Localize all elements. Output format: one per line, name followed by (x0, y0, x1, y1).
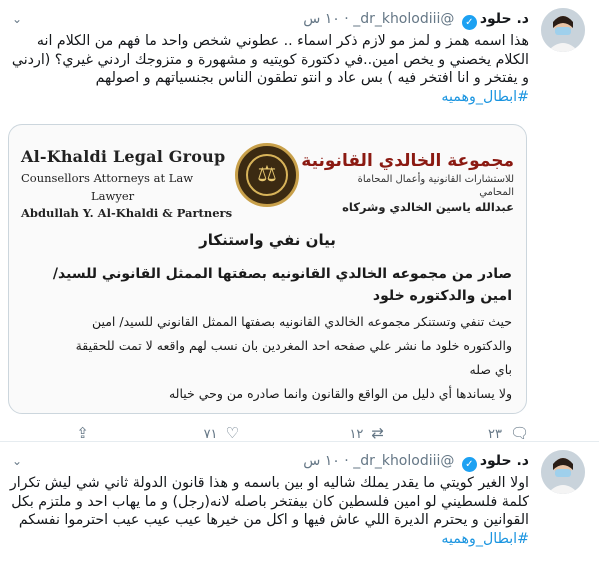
tweet-time[interactable]: · ١٠ س (303, 453, 349, 469)
verified-badge-icon: ✓ (462, 457, 477, 472)
reply-count: ٢٣ (487, 427, 502, 442)
tweet-body: هذا اسمه همز و لمز مو لازم ذكر اسماء .. عطوني شخص واحد ما فهم من الكلام انه الكلام يخصني و يخص امين..في دكتورة كويتيه و مشهورة و متزوجك اردني غيري؟ (اردني و يفتخر و انا افتخر فيه ) بس عاد و انتو تطقون الناس بجنسياتهم و اصولهم (11, 33, 529, 87)
avatar[interactable] (541, 450, 585, 494)
letterhead-ar-subtitle: للاستشارات القانونية وأعمال المحاماة (357, 174, 514, 185)
tweet-body: اولا الغير كويتي ما يقدر يملك شاليه او بين باسمه و هذا قانون الدولة ثاني شي ليش تكرار كلمة فلسطيني لو امين فلسطين كان بيفتخر باصله لانه(رجل) و ما يهاب احد و ملتزم بكل القوانين و يحترم الديرة اللي عاش فيها و اكل من خيرها عيب عيب عيب احترموا نفسكم (9, 475, 529, 529)
statement-line: حيث تنفي وتستنكر مجموعه الخالدي القانونيه بصفتها الممثل القانوني للسيد/ امين (91, 314, 512, 329)
tweet-time-value[interactable]: ١٠ س (303, 453, 340, 469)
author-name[interactable]: د. حلود (479, 453, 529, 469)
statement-body (23, 310, 512, 406)
tweet[interactable] (0, 441, 599, 568)
avatar-image (541, 450, 585, 494)
letterhead-en-counsellors: Counsellors Attorneys at Law (21, 171, 194, 185)
statement-line: باي صله (469, 362, 512, 377)
letterhead-ar-group: مجموعة الخالدي القانونية (301, 151, 514, 171)
letterhead-en-lawyer: Lawyer (91, 189, 135, 203)
letterhead-english (21, 147, 232, 220)
author-handle[interactable]: @dr_kholodiii_ (353, 453, 455, 469)
tweet-time[interactable]: · ١٠ س (303, 11, 349, 27)
scales-of-justice-seal-icon: ⚖ (235, 143, 299, 207)
share-icon: ⇪ (76, 424, 89, 442)
statement-issuer: صادر من مجموعه الخالدي القانونيه بصفتها الممثل القانوني للسيد/امين والدكتوره خلود (52, 266, 512, 304)
avatar[interactable] (541, 8, 585, 52)
tweet-header (8, 8, 529, 30)
verified-badge-icon: ✓ (462, 15, 477, 30)
like-button[interactable] (204, 424, 239, 442)
tweet-text (8, 474, 529, 548)
share-button[interactable] (68, 424, 89, 442)
chevron-down-icon[interactable]: ⌄ (12, 12, 23, 26)
tweet-time-value[interactable]: ١٠ س (303, 11, 340, 27)
tweet-header (8, 450, 529, 472)
avatar-image (541, 8, 585, 52)
hashtag-link[interactable]: #ابطال_وهميه (441, 530, 529, 547)
author-handle[interactable]: @dr_kholodiii_ (353, 11, 455, 27)
like-count: ٧١ (203, 427, 218, 442)
letterhead-arabic (301, 151, 514, 214)
heart-icon: ♡ (225, 424, 239, 442)
hashtag-link[interactable]: #ابطال_وهميه (441, 88, 529, 105)
retweet-count: ١٢ (349, 427, 364, 442)
retweet-button[interactable] (349, 424, 384, 442)
retweet-icon: ⇄ (371, 424, 384, 442)
letterhead-en-name: Abdullah Y. Al-Khaldi & Partners (21, 206, 233, 220)
chevron-down-icon[interactable]: ⌄ (12, 454, 23, 468)
letterhead-ar-name: عبدالله ياسين الخالدي وشركاه (342, 200, 514, 214)
letterhead-en-group: Al-Khaldi Legal Group (21, 147, 226, 166)
reply-button[interactable] (488, 424, 529, 442)
reply-icon: 🗨 (509, 424, 529, 442)
tweet-text (8, 32, 529, 106)
statement-line: ولا يساندها أي دليل من الواقع والقانون وانما صادره من وحي خياله (168, 386, 512, 401)
statement-line: والدكتوره خلود ما نشر علي صفحه احد المغردين بان نسب لهم واقعه لا تمت للحقيقة (75, 338, 512, 353)
statement-title: بيان نفي واستنكار (199, 231, 336, 249)
attached-image[interactable] (8, 124, 527, 414)
letterhead-ar-lawyer: المحامي (479, 187, 514, 198)
author-name[interactable]: د. حلود (479, 11, 529, 27)
